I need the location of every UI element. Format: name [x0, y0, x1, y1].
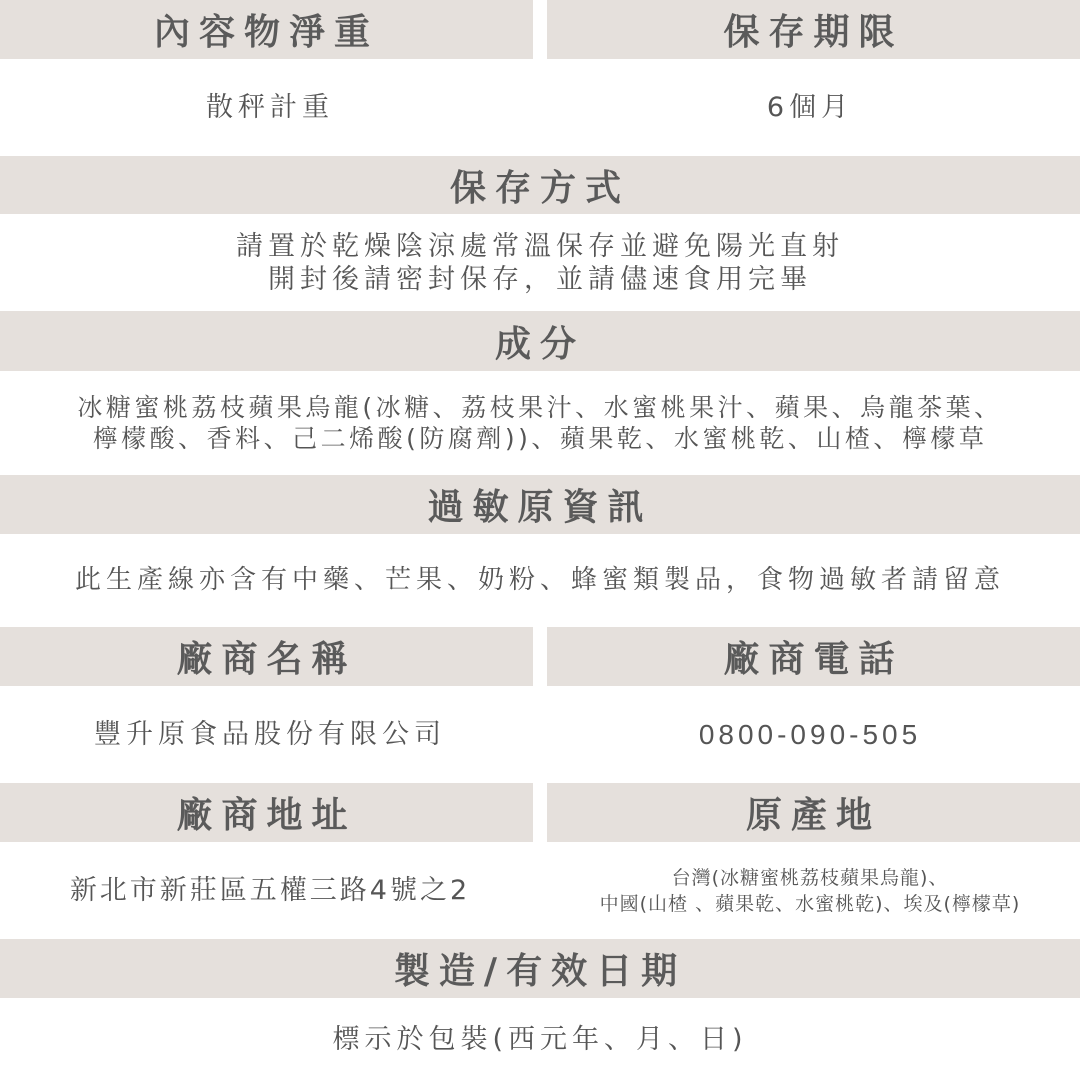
ingredients-value [0, 371, 1080, 475]
manufacturer-address-header: 廠商地址 [0, 783, 533, 842]
ingredients-header: 成分 [0, 311, 1080, 371]
origin-line-1: 台灣(冰糖蜜桃荔枝蘋果烏龍)、 [671, 866, 949, 889]
dates-value: 標示於包裝(西元年、月、日) [332, 1023, 748, 1055]
storage-value [0, 214, 1080, 311]
net-weight-header: 內容物淨重 [0, 0, 533, 59]
manufacturer-name-value: 豐升原食品股份有限公司 [94, 719, 446, 750]
ingredients-line-1: 冰糖蜜桃荔枝蘋果烏龍(冰糖、荔枝果汁、水蜜桃果汁、蘋果、烏龍茶葉、 [77, 393, 1003, 422]
manufacturer-phone-header: 廠商電話 [547, 627, 1080, 686]
manufacturer-phone-value: 0800-090-505 [698, 719, 922, 750]
storage-header: 保存方式 [0, 156, 1080, 214]
storage-line-1: 請置於乾燥陰涼處常溫保存並避免陽光直射 [236, 230, 844, 262]
manufacturer-name-header: 廠商名稱 [0, 627, 533, 686]
dates-header: 製造/有效日期 [0, 939, 1080, 998]
shelf-life-header: 保存期限 [547, 0, 1080, 59]
origin-value [540, 842, 1080, 939]
shelf-life-value: 6個月 [766, 92, 854, 123]
storage-line-2: 開封後請密封保存，並請儘速食用完畢 [268, 263, 812, 295]
origin-line-2: 中國(山楂 、蘋果乾、水蜜桃乾)、埃及(檸檬草) [599, 892, 1021, 915]
manufacturer-address-value: 新北市新莊區五權三路4號之2 [69, 875, 471, 906]
allergen-header: 過敏原資訊 [0, 475, 1080, 534]
net-weight-value: 散秤計重 [206, 92, 334, 123]
allergen-value: 此生產線亦含有中藥、芒果、奶粉、蜂蜜類製品，食物過敏者請留意 [74, 565, 1005, 595]
origin-header: 原產地 [547, 783, 1080, 842]
ingredients-line-2: 檸檬酸、香料、己二烯酸(防腐劑))、蘋果乾、水蜜桃乾、山楂、檸檬草 [92, 424, 988, 453]
